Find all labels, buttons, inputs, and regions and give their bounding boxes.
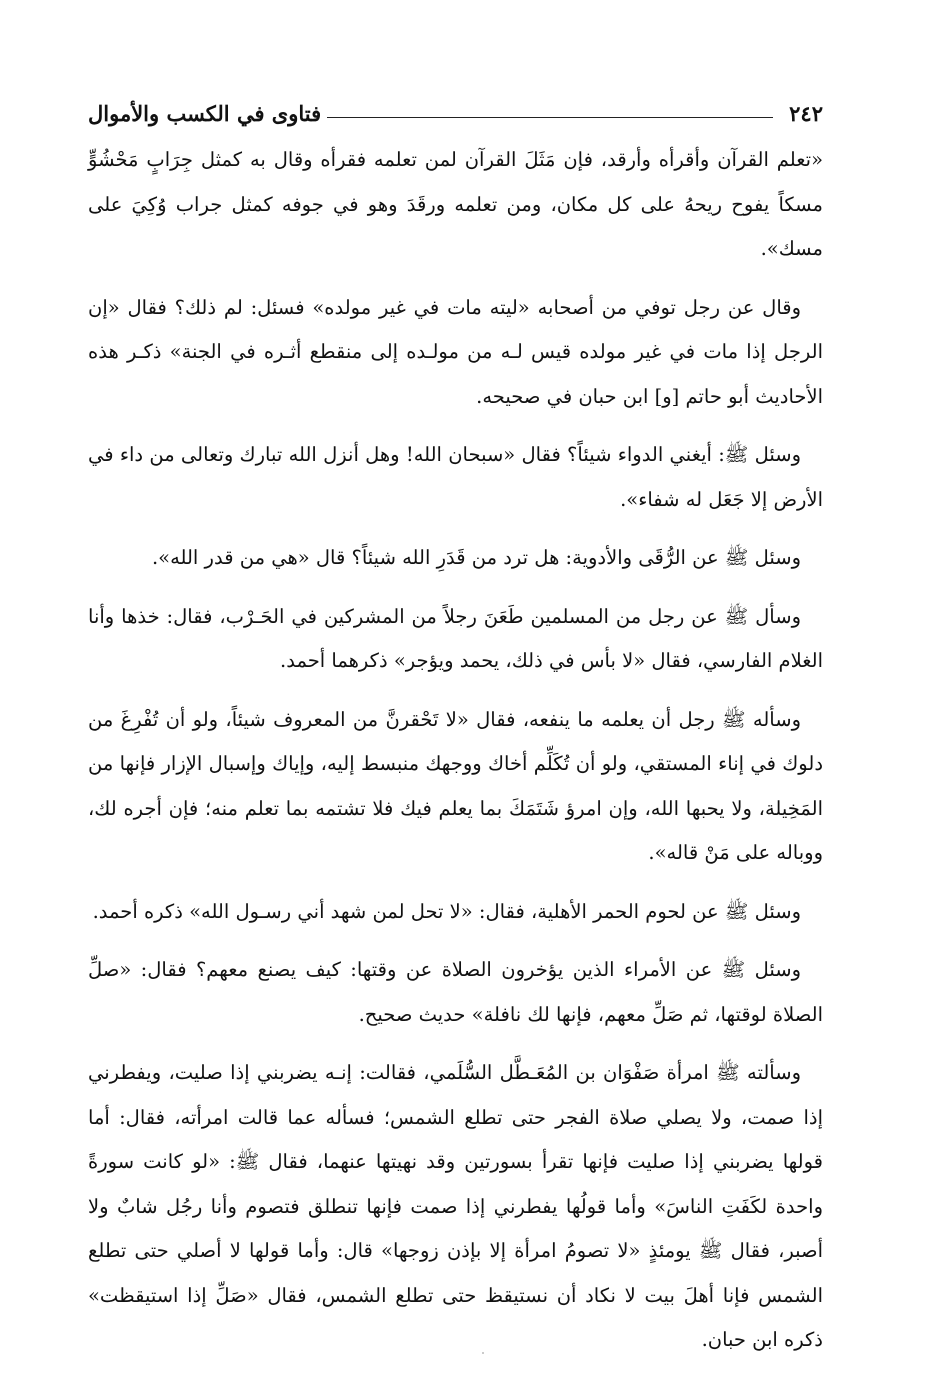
paragraph: وسأل ﷺ عن رجل من المسلمين طَعَنَ رجلاً من المشركين في الحَـرْب، فقال: خذها وأنا الغلام الفارسي، فقال «لا بأس في ذلك، يحمد ويؤجر» ذكرهما أحمد. bbox=[88, 604, 823, 672]
book-title: فتاوى في الكسب والأموال bbox=[88, 101, 322, 126]
paragraph: وسئل ﷺ عن الأمراء الذين يؤخرون الصلاة عن وقتها: كيف يصنع معهم؟ فقال: «صلِّ الصلاة لوقتها، ثم صَلِّ معهم، فإنها لك نافلة» حديث صحيح. bbox=[88, 958, 823, 1026]
scan-speck bbox=[482, 1352, 484, 1354]
paragraph: «تعلم القرآن وأقرأه وأرقد، فإن مَثَلَ القرآن لمن تعلمه فقرأه وقال به كمثل جِرَابٍ مَحْشُوٍّ مسكاً يفوح ريحهُ على كل مكان، ومن تعلمه ورقَدَ وهو في جوفه كمثل جراب وُكِيَ على مسك». bbox=[88, 148, 823, 260]
page-number: ٢٤٢ bbox=[789, 101, 823, 126]
running-header bbox=[88, 92, 823, 126]
header-rule bbox=[327, 117, 773, 118]
paragraph: وسئل ﷺ: أيغني الدواء شيئاً؟ فقال «سبحان الله! وهل أنزل الله تبارك وتعالى من داء في الأرض إلا جَعَل له شفاء». bbox=[88, 443, 823, 511]
paragraph: وسئل ﷺ عن لحوم الحمر الأهلية، فقال: «لا تحل لمن شهد أني رسـول الله» ذكره أحمد. bbox=[92, 899, 801, 923]
paragraph: وسأله ﷺ رجل أن يعلمه ما ينفعه، فقال «لا تَحْقرنَّ من المعروف شيئاً، ولو أن تُفْرِغَ من دلوك في إناء المستقي، ولو أن تُكَلِّم أخاك ووجهك منبسط إليه، وإياك وإسبال الإزار فإنها من المَخِيلة، ولا يحبها الله، وإن امرؤ شَتَمَكَ بما يعلم فيك فلا تشتمه بما تعلم منه؛ فإن أجره لك، ووباله على مَنْ قاله». bbox=[88, 707, 823, 864]
book-page bbox=[88, 92, 823, 1377]
paragraph: وسئل ﷺ عن الرُّقَى والأدوية: هل ترد من قَدَرِ الله شيئاً؟ قال «هي من قدر الله». bbox=[151, 546, 801, 569]
body-text bbox=[88, 138, 823, 1363]
paragraph: وسألته ﷺ امرأة صَفْوَان بن المُعَـطَّل السُّلَمي، فقالت: إنـه يضربني إذا صليت، ويفطرني إذا صمت، ولا يصلي صلاة الفجر حتى تطلع الشمس؛ فسأله عما قالت امرأته، فقال: أما قولها يضربني إذا صليت فإنها تقرأ بسورتين وقد نهيتها عنهما، فقال ﷺ: «لو كانت سورةً واحدة لكَفَتِ الناسَ» وأما قولُها يفطرني إذا صمت فإنها تنطلق فتصوم وأنا رجُل شابٌ ولا أصبر، فقال ﷺ يومئذٍ «لا تصومُ امرأة إلا بإذن زوجها» قال: وأما قولها لا أصلي حتى تطلع الشمس فإنا أهلَ بيت لا نكاد أن نستيقظ حتى تطلع الشمس، فقال «صَلِّ إذا استيقظت» ذكره ابن حبان. bbox=[88, 1061, 823, 1351]
paragraph: وقال عن رجل توفي من أصحابه «ليته مات في غير مولده» فسئل: لم ذلك؟ فقال «إن الرجل إذا مات في غير مولده قيس لـه من مولـده إلى منقطع أثـره في الجنة» ذكـر هذه الأحاديث أبو حاتم [و] ابن حبان في صحيحه. bbox=[88, 295, 823, 408]
